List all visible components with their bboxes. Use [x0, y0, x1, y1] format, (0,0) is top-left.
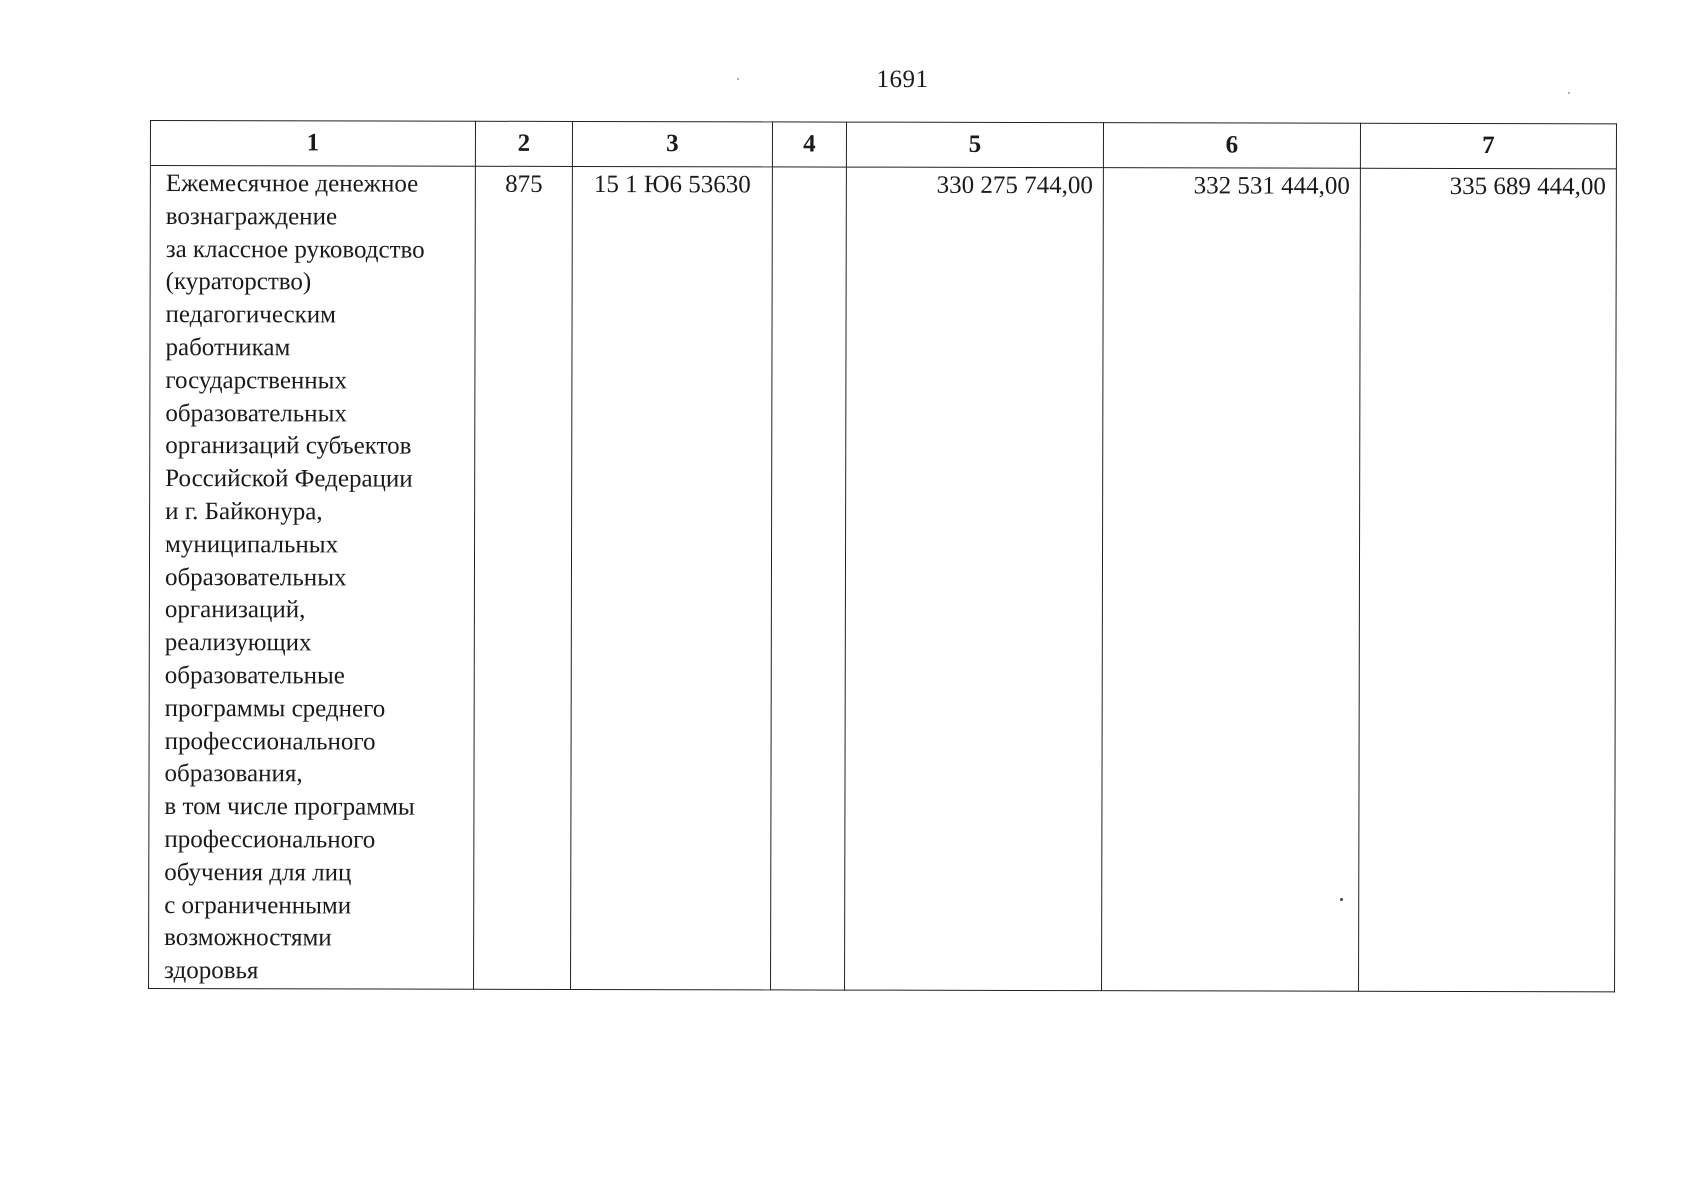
description-line: организаций субъектов	[165, 432, 412, 460]
scan-speck	[737, 78, 739, 80]
target-article-cell: 15 1 Ю6 53630	[571, 166, 773, 989]
header-col-4: 4	[772, 122, 846, 167]
description-line: (кураторство)	[165, 268, 312, 296]
table-row	[149, 166, 1617, 992]
amount-cell-3: 335 689 444,00	[1359, 168, 1617, 992]
code-cell: 875	[474, 166, 573, 989]
header-col-2: 2	[475, 121, 572, 166]
description-line: с ограниченными	[164, 891, 352, 919]
description-line: профессионального	[164, 825, 376, 854]
header-col-6: 6	[1103, 123, 1360, 169]
scan-speck	[1568, 92, 1570, 94]
amount-cell-2: 332 531 444,00	[1102, 168, 1361, 992]
description-line: образовательных	[165, 399, 347, 428]
header-col-5: 5	[846, 122, 1103, 168]
page-number: 1691	[876, 66, 929, 93]
budget-table	[148, 120, 1617, 992]
amount-cell-1: 330 275 744,00	[845, 167, 1104, 991]
description-line: в том числе программы	[164, 793, 415, 821]
description-line: организаций,	[164, 596, 306, 624]
description-line: образовательные	[164, 661, 345, 690]
description-line: образовательных	[164, 563, 347, 592]
description-line: программы среднего	[164, 694, 386, 723]
description-line: вознаграждение	[165, 202, 338, 231]
description-line: педагогическим	[165, 301, 337, 329]
expense-type-cell	[771, 167, 847, 990]
header-row	[150, 121, 1616, 169]
description-line: обучения для лиц	[164, 858, 352, 887]
header-col-7: 7	[1360, 123, 1616, 169]
description-line: профессионального	[164, 727, 376, 756]
description-line: возможностями	[164, 924, 332, 952]
description-line: образования,	[164, 760, 303, 788]
description-line: Российской Федерации	[165, 465, 413, 493]
description-line: работникам	[165, 334, 291, 362]
description-line: за классное руководство	[165, 235, 425, 264]
description-line: Ежемесячное денежное	[165, 170, 419, 198]
header-col-1: 1	[150, 121, 475, 167]
description-line: муниципальных	[165, 530, 339, 559]
description-line: государственных	[165, 366, 348, 395]
header-col-3: 3	[572, 121, 772, 166]
description-line: здоровья	[164, 957, 259, 985]
description-cell	[149, 166, 476, 990]
description-line: реализующих	[164, 629, 312, 657]
description-line: и г. Байконура,	[165, 498, 323, 526]
scan-speck	[1340, 898, 1343, 901]
